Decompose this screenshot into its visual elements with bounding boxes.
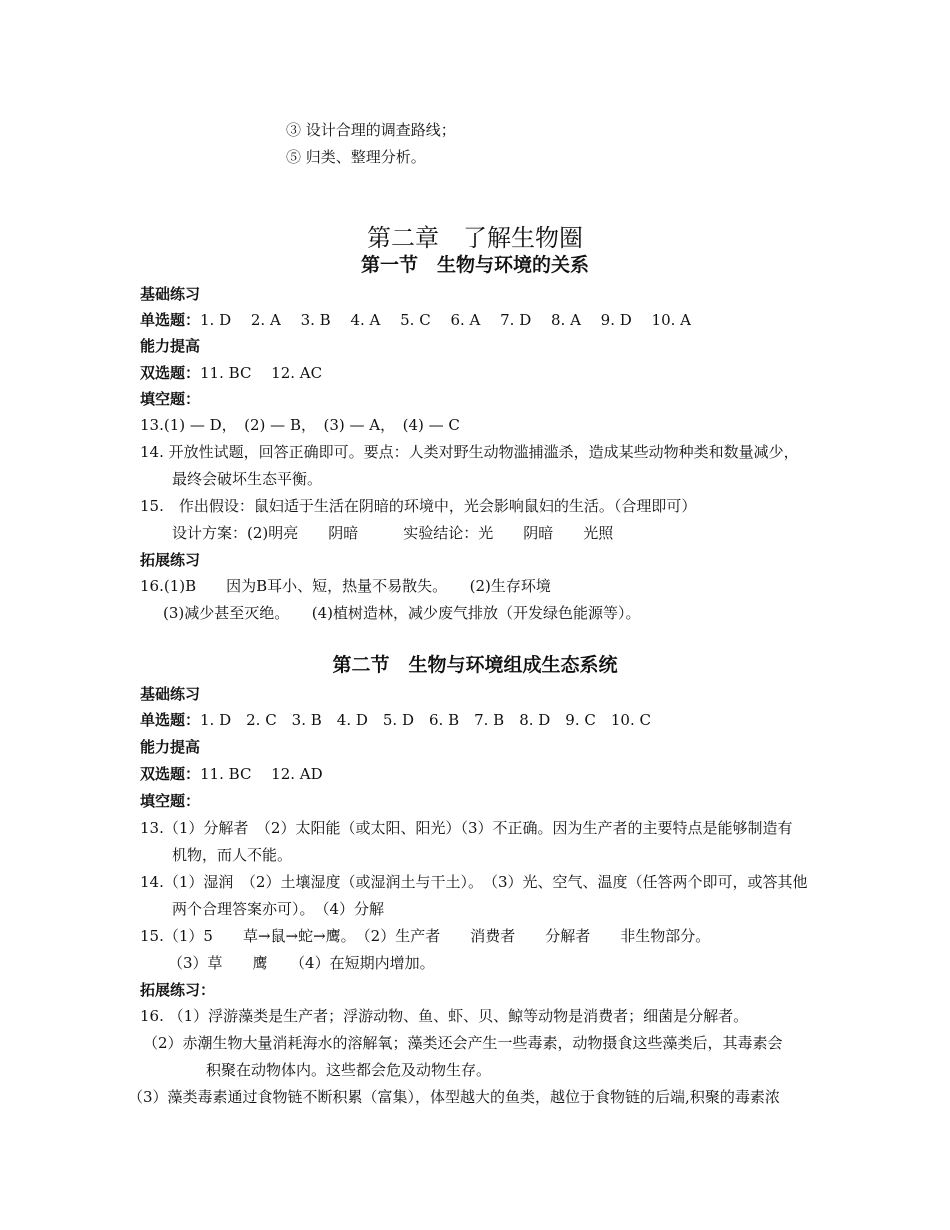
section-2-title: 第二节 生物与环境组成生态系统 <box>332 654 618 676</box>
s1-q16-line1: 16.(1)B 因为B耳小、短，热量不易散失。 (2)生存环境 <box>140 577 551 595</box>
s2-q15-line2: （3）草 鹰 （4）在短期内增加。 <box>168 954 435 972</box>
s1-q15-line1: 15. 作出假设：鼠妇适于生活在阴暗的环境中，光会影响鼠妇的生活。（合理即可） <box>140 497 697 515</box>
s2-q13-line2: 机物，而人不能。 <box>172 846 293 864</box>
s2-basic-heading: 基础练习 <box>140 685 201 703</box>
s2-single-row <box>140 710 651 730</box>
s2-q16-line3: 积聚在动物体内。这些都会危及动物生存。 <box>206 1061 492 1079</box>
s2-q16-line2: （2）赤潮生物大量消耗海水的溶解氧；藻类还会产生一些毒素，动物摄食这些藻类后，其毒素会 <box>143 1034 783 1052</box>
s1-q15-line2: 设计方案：(2)明亮 阴暗 实验结论：光 阴暗 光照 <box>172 524 614 542</box>
s1-double-label: 双选题： <box>140 364 201 382</box>
intro-line-1: ③ 设计合理的调查路线； <box>286 121 456 139</box>
s1-q14-line1: 14. 开放性试题，回答正确即可。要点：人类对野生动物滥捕滥杀，造成某些动物种类和数量减少， <box>140 443 799 461</box>
intro-line-2: ⑤ 归类、整理分析。 <box>286 148 426 166</box>
s2-single-label: 单选题： <box>140 711 201 729</box>
s1-single-answers: 1. D 2. A 3. B 4. A 5. C 6. A 7. D 8. A 9. D 10. A <box>200 311 692 329</box>
s1-double-row <box>140 363 322 383</box>
s2-q15-line1: 15.（1）5 草→鼠→蛇→鹰。 （2）生产者 消费者 分解者 非生物部分。 <box>140 927 711 945</box>
s2-q14-line1: 14.（1）湿润 （2）土壤湿度（或湿润土与干土）。 （3）光、空气、温度（任答两个即可，或答其他 <box>140 873 808 891</box>
s1-q14-line2: 最终会破坏生态平衡。 <box>172 470 323 488</box>
s2-q14-line2: 两个合理答案亦可）。 （4）分解 <box>172 900 385 918</box>
chapter-title: 第二章 了解生物圈 <box>367 224 583 252</box>
s1-fill-heading: 填空题： <box>140 390 201 408</box>
s1-q16-line2: (3)减少甚至灭绝。 (4)植树造林，减少废气排放（开发绿色能源等）。 <box>163 604 641 622</box>
s2-q13-line1: 13.（1）分解者 （2）太阳能（或太阳、阳光）（3）不正确。因为生产者的主要特点是能够制造有 <box>140 819 793 837</box>
s2-q16-line1: 16. （1）浮游藻类是生产者；浮游动物、鱼、虾、贝、鲸等动物是消费者；细菌是分解者。 <box>140 1007 749 1025</box>
s1-ability-heading: 能力提高 <box>140 337 201 355</box>
section-1-title: 第一节 生物与环境的关系 <box>360 254 589 276</box>
s2-extend-heading: 拓展练习： <box>140 981 216 999</box>
s2-fill-heading: 填空题： <box>140 792 201 810</box>
s2-double-answers: 11. BC 12. AD <box>200 765 323 783</box>
s1-q13: 13.(1) — D， (2) — B， (3) — A， (4) — C <box>140 416 460 434</box>
s2-ability-heading: 能力提高 <box>140 738 201 756</box>
s2-double-label: 双选题： <box>140 765 201 783</box>
s1-single-row <box>140 310 691 330</box>
s1-single-label: 单选题： <box>140 311 201 329</box>
s1-basic-heading: 基础练习 <box>140 285 201 303</box>
s1-double-answers: 11. BC 12. AC <box>200 364 323 382</box>
s2-q16-line4: （3）藻类毒素通过食物链不断积累（富集），体型越大的鱼类，越位于食物链的后端,积聚的毒素浓 <box>128 1088 780 1106</box>
s1-extend-heading: 拓展练习 <box>140 551 201 569</box>
s2-single-answers: 1. D 2. C 3. B 4. D 5. D 6. B 7. B 8. D 9. C 10. C <box>200 711 651 729</box>
s2-double-row <box>140 764 323 784</box>
